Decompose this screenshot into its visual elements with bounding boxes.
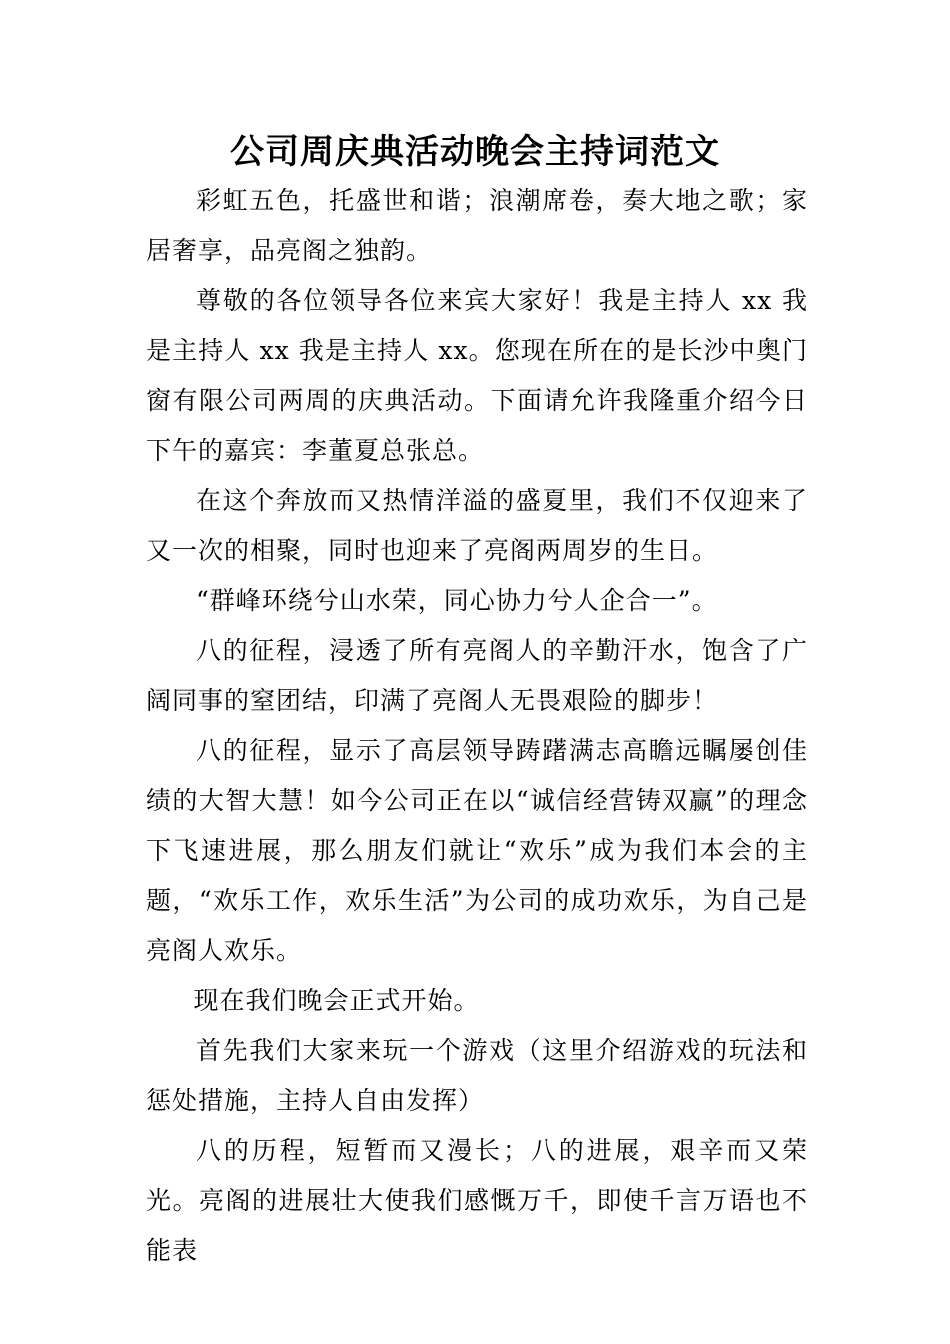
document-body	[146, 176, 808, 1276]
paragraph-7: 现在我们晚会正式开始。	[193, 986, 480, 1015]
paragraph-9: 八的历程，短暂而又漫长；八的进展，艰辛而又荣光。亮阁的进展壮大使我们感慨万千，即使千言万语也不能表	[146, 1136, 808, 1265]
paragraph-2: 尊敬的各位领导各位来宾大家好！我是主持人 xx 我是主持人 xx 我是主持人 xx。您现在所在的是长沙中奥门窗有限公司两周的庆典活动。下面请允许我隆重介绍今日下午的嘉宾：李董夏总张总。	[146, 286, 808, 465]
paragraph-8: 首先我们大家来玩一个游戏（这里介绍游戏的玩法和惩处措施，主持人自由发挥）	[146, 1036, 808, 1115]
paragraph-1: 彩虹五色，托盛世和谐；浪潮席卷，奏大地之歌；家居奢享，品亮阁之独韵。	[146, 186, 808, 265]
document-title: 公司周庆典活动晚会主持词范文	[230, 132, 720, 172]
paragraph-5: 八的征程，浸透了所有亮阁人的辛勤汗水，饱含了广阔同事的窒团结，印满了亮阁人无畏艰险的脚步！	[146, 636, 808, 715]
paragraph-6: 八的征程，显示了高层领导踌躇满志高瞻远瞩屡创佳绩的大智大慧！如今公司正在以“诚信经营铸双赢”的理念下飞速进展，那么朋友们就让“欢乐”成为我们本会的主题，“欢乐工作，欢乐生活”为公司的成功欢乐，为自己是亮阁人欢乐。	[146, 736, 808, 965]
paragraph-3: 在这个奔放而又热情洋溢的盛夏里，我们不仅迎来了又一次的相聚，同时也迎来了亮阁两周岁的生日。	[146, 486, 808, 565]
paragraph-4: “群峰环绕兮山水荣，同心协力兮人企合一”。	[196, 586, 718, 615]
